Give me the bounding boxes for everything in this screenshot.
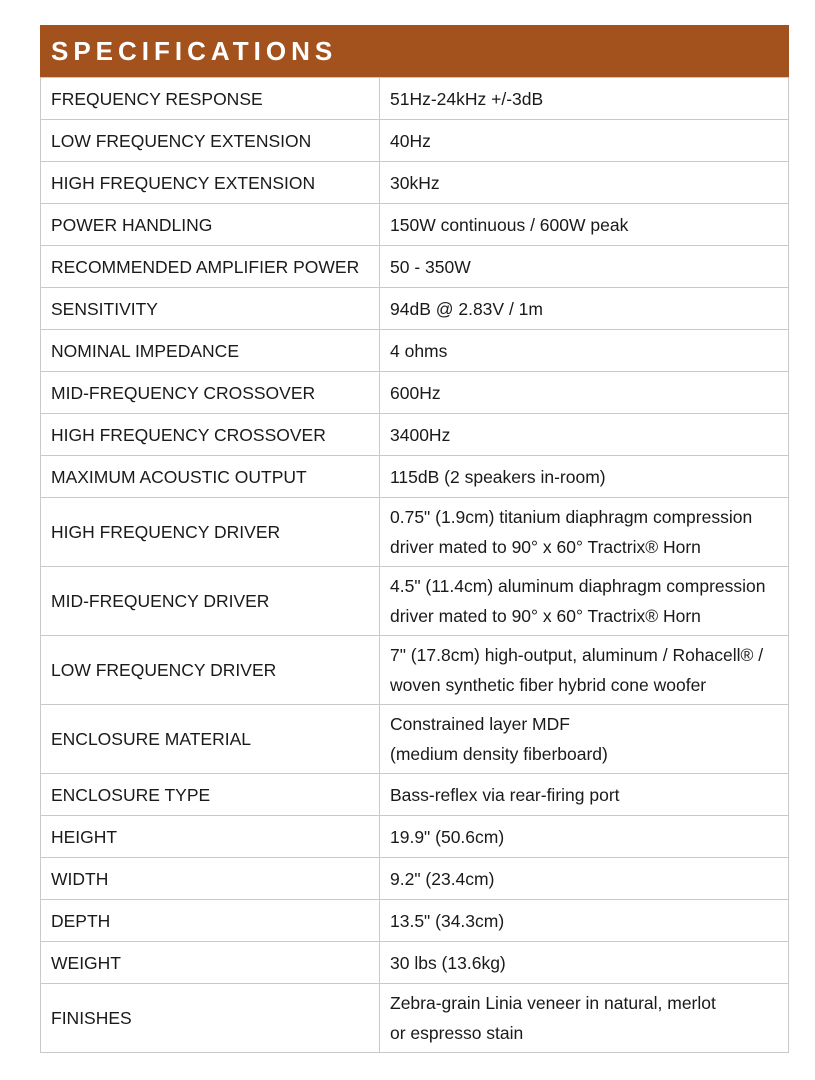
spec-value-line: woven synthetic fiber hybrid cone woofer (390, 675, 707, 695)
table-row (41, 498, 789, 567)
spec-label: WEIGHT (41, 942, 380, 984)
table-row (41, 372, 789, 414)
spec-value-line: (medium density fiberboard) (390, 744, 608, 764)
table-row (41, 858, 789, 900)
spec-sheet (40, 25, 789, 1053)
table-row (41, 330, 789, 372)
spec-value: 40Hz (380, 120, 789, 162)
spec-label: SENSITIVITY (41, 288, 380, 330)
spec-value-line: 4.5" (11.4cm) aluminum diaphragm compression (390, 576, 766, 596)
spec-value: 94dB @ 2.83V / 1m (380, 288, 789, 330)
table-row (41, 984, 789, 1053)
spec-value: 600Hz (380, 372, 789, 414)
table-row (41, 774, 789, 816)
table-row (41, 162, 789, 204)
spec-label: ENCLOSURE MATERIAL (41, 705, 380, 774)
spec-label: FINISHES (41, 984, 380, 1053)
spec-label: RECOMMENDED AMPLIFIER POWER (41, 246, 380, 288)
spec-value-line: Constrained layer MDF (390, 714, 570, 734)
spec-value: 9.2" (23.4cm) (380, 858, 789, 900)
spec-label: MID-FREQUENCY DRIVER (41, 567, 380, 636)
spec-value (380, 984, 789, 1053)
spec-value-line: 7" (17.8cm) high-output, aluminum / Rohacell® / (390, 645, 764, 665)
table-row (41, 246, 789, 288)
spec-value (380, 636, 789, 705)
specifications-table (40, 77, 789, 1053)
table-row (41, 636, 789, 705)
spec-value (380, 567, 789, 636)
spec-label: LOW FREQUENCY EXTENSION (41, 120, 380, 162)
spec-label: FREQUENCY RESPONSE (41, 78, 380, 120)
spec-label: HIGH FREQUENCY DRIVER (41, 498, 380, 567)
spec-label: MID-FREQUENCY CROSSOVER (41, 372, 380, 414)
spec-value-line: driver mated to 90° x 60° Tractrix® Horn (390, 606, 701, 626)
spec-value: 51Hz-24kHz +/-3dB (380, 78, 789, 120)
spec-value (380, 498, 789, 567)
spec-value: 115dB (2 speakers in-room) (380, 456, 789, 498)
spec-value: 30 lbs (13.6kg) (380, 942, 789, 984)
spec-value: 13.5" (34.3cm) (380, 900, 789, 942)
table-row (41, 414, 789, 456)
table-row (41, 705, 789, 774)
spec-value-line: driver mated to 90° x 60° Tractrix® Horn (390, 537, 701, 557)
header-title: SPECIFICATIONS (51, 35, 338, 66)
table-row (41, 120, 789, 162)
spec-value: 50 - 350W (380, 246, 789, 288)
spec-value-line: 0.75" (1.9cm) titanium diaphragm compression (390, 507, 753, 527)
spec-value-line: Zebra-grain Linia veneer in natural, merlot (390, 993, 716, 1013)
spec-label: HIGH FREQUENCY EXTENSION (41, 162, 380, 204)
table-row (41, 900, 789, 942)
table-row (41, 567, 789, 636)
table-row (41, 288, 789, 330)
spec-label: MAXIMUM ACOUSTIC OUTPUT (41, 456, 380, 498)
table-row (41, 456, 789, 498)
spec-value: Bass-reflex via rear-firing port (380, 774, 789, 816)
table-row (41, 816, 789, 858)
spec-label: POWER HANDLING (41, 204, 380, 246)
table-row (41, 942, 789, 984)
table-row (41, 78, 789, 120)
spec-label: DEPTH (41, 900, 380, 942)
spec-label: NOMINAL IMPEDANCE (41, 330, 380, 372)
spec-label: WIDTH (41, 858, 380, 900)
specifications-header (40, 25, 789, 77)
spec-value (380, 705, 789, 774)
spec-label: HIGH FREQUENCY CROSSOVER (41, 414, 380, 456)
spec-label: LOW FREQUENCY DRIVER (41, 636, 380, 705)
table-row (41, 204, 789, 246)
specifications-table-body (41, 78, 789, 1053)
spec-value: 3400Hz (380, 414, 789, 456)
spec-value: 150W continuous / 600W peak (380, 204, 789, 246)
spec-value: 19.9" (50.6cm) (380, 816, 789, 858)
spec-label: ENCLOSURE TYPE (41, 774, 380, 816)
spec-value-line: or espresso stain (390, 1023, 524, 1043)
spec-value: 4 ohms (380, 330, 789, 372)
spec-value: 30kHz (380, 162, 789, 204)
spec-label: HEIGHT (41, 816, 380, 858)
